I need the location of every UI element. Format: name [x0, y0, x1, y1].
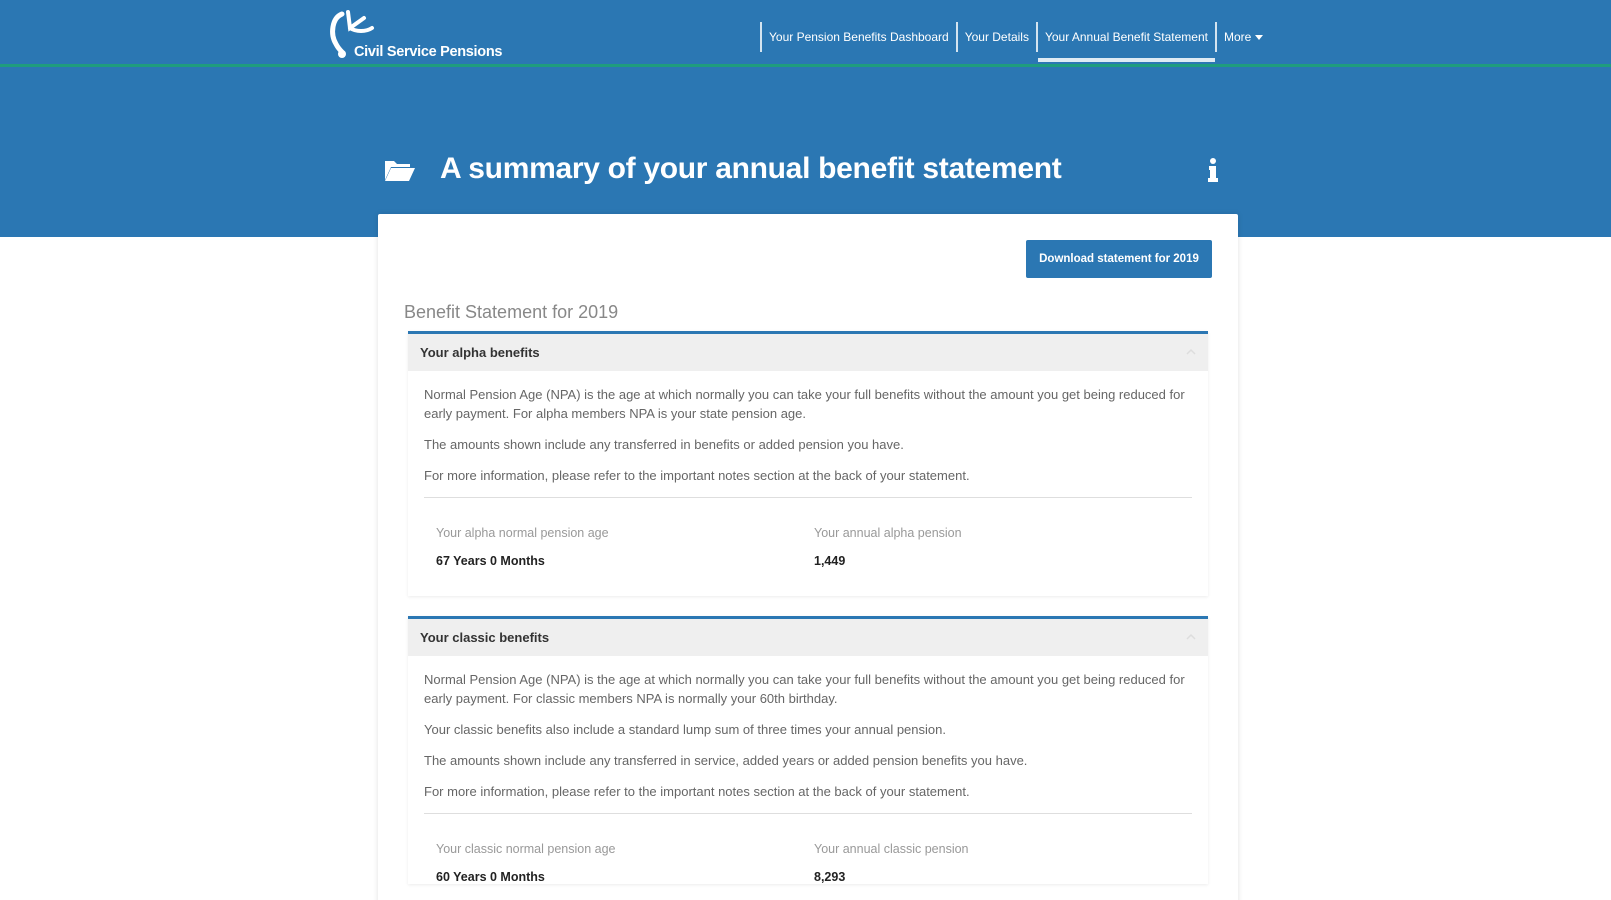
page-title: A summary of your annual benefit statement: [440, 152, 1062, 185]
alpha-note: The amounts shown include any transferred in benefits or added pension you have.: [424, 437, 904, 452]
nav-annual-benefit-statement[interactable]: Your Annual Benefit Statement: [1036, 22, 1215, 52]
classic-panel-header[interactable]: [408, 619, 1208, 656]
classic-note: Normal Pension Age (NPA) is the age at which normally you can take your full benefits without the amount you get being reduced for early payment. For classic members NPA is normally your 60th birthday.: [424, 672, 1185, 706]
logo-text: Civil Service Pensions: [354, 44, 503, 60]
page-title-row: [384, 152, 1220, 196]
classic-note: Your classic benefits also include a standard lump sum of three times your annual pension.: [424, 722, 946, 737]
classic-benefits-panel: [408, 616, 1208, 884]
classic-panel-title: Your classic benefits: [420, 630, 550, 645]
nav-more-dropdown[interactable]: [1215, 22, 1270, 52]
alpha-panel-header[interactable]: [408, 334, 1208, 371]
alpha-pension-value: 1,449: [814, 554, 846, 568]
nav-more-label: More: [1223, 30, 1252, 44]
nav-your-details[interactable]: Your Details: [956, 22, 1036, 52]
alpha-pension-label: Your annual alpha pension: [814, 526, 962, 540]
classic-pension-label: Your annual classic pension: [814, 842, 969, 856]
collapse-icon[interactable]: [1186, 630, 1196, 644]
download-statement-button[interactable]: Download statement for 2019: [1026, 240, 1212, 278]
alpha-note: For more information, please refer to the important notes section at the back of your statement.: [424, 468, 970, 483]
alpha-age-value: 67 Years 0 Months: [436, 554, 545, 568]
classic-fields: [424, 814, 1192, 884]
statement-heading: Benefit Statement for 2019: [404, 302, 619, 322]
alpha-note: Normal Pension Age (NPA) is the age at which normally you can take your full benefits without the amount you get being reduced for early payment. For alpha members NPA is your state pension age.: [424, 387, 1185, 421]
alpha-panel-title: Your alpha benefits: [420, 345, 540, 360]
main-nav: [760, 22, 1270, 52]
folder-open-icon: [384, 158, 416, 182]
classic-age-label: Your classic normal pension age: [436, 842, 616, 856]
classic-age-value: 60 Years 0 Months: [436, 870, 545, 884]
classic-panel-body: [408, 656, 1208, 884]
classic-note: The amounts shown include any transferred in service, added years or added pension benefits you have.: [424, 753, 1028, 768]
alpha-pension-field: [814, 526, 1192, 596]
alpha-benefits-panel: [408, 331, 1208, 596]
alpha-fields: [424, 498, 1192, 596]
collapse-icon[interactable]: [1186, 345, 1196, 359]
caret-down-icon: [1255, 35, 1263, 40]
classic-pension-field: [814, 842, 1192, 884]
nav-dashboard[interactable]: Your Pension Benefits Dashboard: [760, 22, 956, 52]
classic-note: For more information, please refer to the important notes section at the back of your statement.: [424, 784, 970, 799]
classic-age-field: [436, 842, 814, 884]
info-icon[interactable]: [1206, 156, 1220, 184]
alpha-age-label: Your alpha normal pension age: [436, 526, 609, 540]
alpha-age-field: [436, 526, 814, 596]
classic-pension-value: 8,293: [814, 870, 846, 884]
nav-divider: [0, 64, 1611, 67]
alpha-panel-body: [408, 371, 1208, 596]
